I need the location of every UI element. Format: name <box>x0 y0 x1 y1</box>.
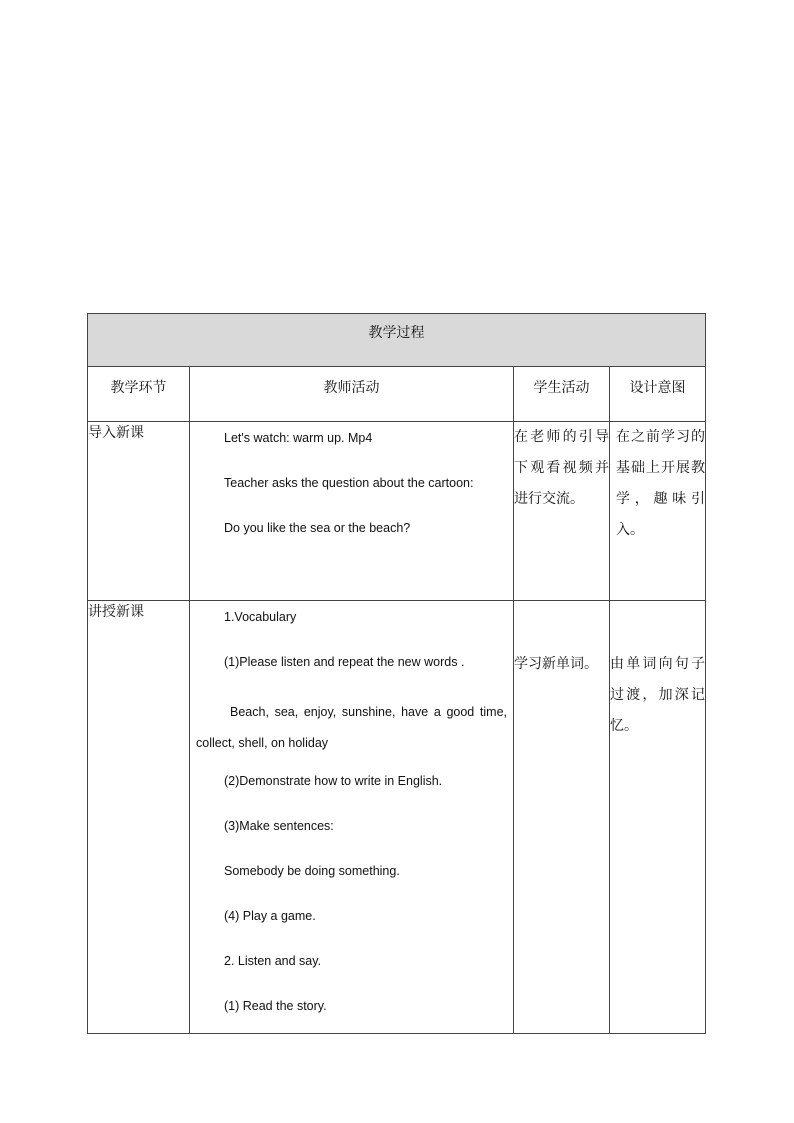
teacher-line: Teacher asks the question about the cartoon: <box>224 476 474 490</box>
teacher-line: Beach, sea, enjoy, sunshine, have a good time, collect, shell, on holiday <box>196 705 507 750</box>
header-stage: 教学环节 <box>88 367 190 422</box>
table-header-row <box>88 367 706 422</box>
stage-cell: 导入新课 <box>88 422 190 601</box>
teaching-process-table <box>87 313 706 1034</box>
teacher-line: (2)Demonstrate how to write in English. <box>224 774 443 788</box>
teacher-line: Do you like the sea or the beach? <box>224 521 411 535</box>
teacher-line: 1.Vocabulary <box>224 610 297 624</box>
teacher-line: Let's watch: warm up. Mp4 <box>224 431 373 445</box>
table-title: 教学过程 <box>88 314 706 367</box>
header-student-activity: 学生活动 <box>514 367 610 422</box>
table-title-row <box>88 314 706 367</box>
design-intent-cell <box>610 422 706 601</box>
table-row <box>88 601 706 1034</box>
teacher-activity-cell <box>190 601 514 1034</box>
teacher-line: (1) Read the story. <box>224 999 327 1013</box>
teacher-line: (4) Play a game. <box>224 909 316 923</box>
teacher-activity-cell <box>190 422 514 601</box>
stage-cell: 讲授新课 <box>88 601 190 1034</box>
teacher-line: (1)Please listen and repeat the new words . <box>224 655 465 669</box>
header-teacher-activity: 教师活动 <box>190 367 514 422</box>
table-row <box>88 422 706 601</box>
header-design-intent: 设计意图 <box>610 367 706 422</box>
student-activity-cell: 学习新单词。 <box>514 601 610 1034</box>
teacher-line: Somebody be doing something. <box>224 864 400 878</box>
student-activity-cell: 在老师的引导下观看视频并进行交流。 <box>514 422 610 601</box>
teacher-line: (3)Make sentences: <box>224 819 334 833</box>
teacher-line: 2. Listen and say. <box>224 954 322 968</box>
design-intent-cell: 由单词向句子过渡，加深记忆。 <box>610 601 706 1034</box>
design-intent-text: 在之前学习的基础上开展教学，趣味引入。 <box>616 429 705 538</box>
